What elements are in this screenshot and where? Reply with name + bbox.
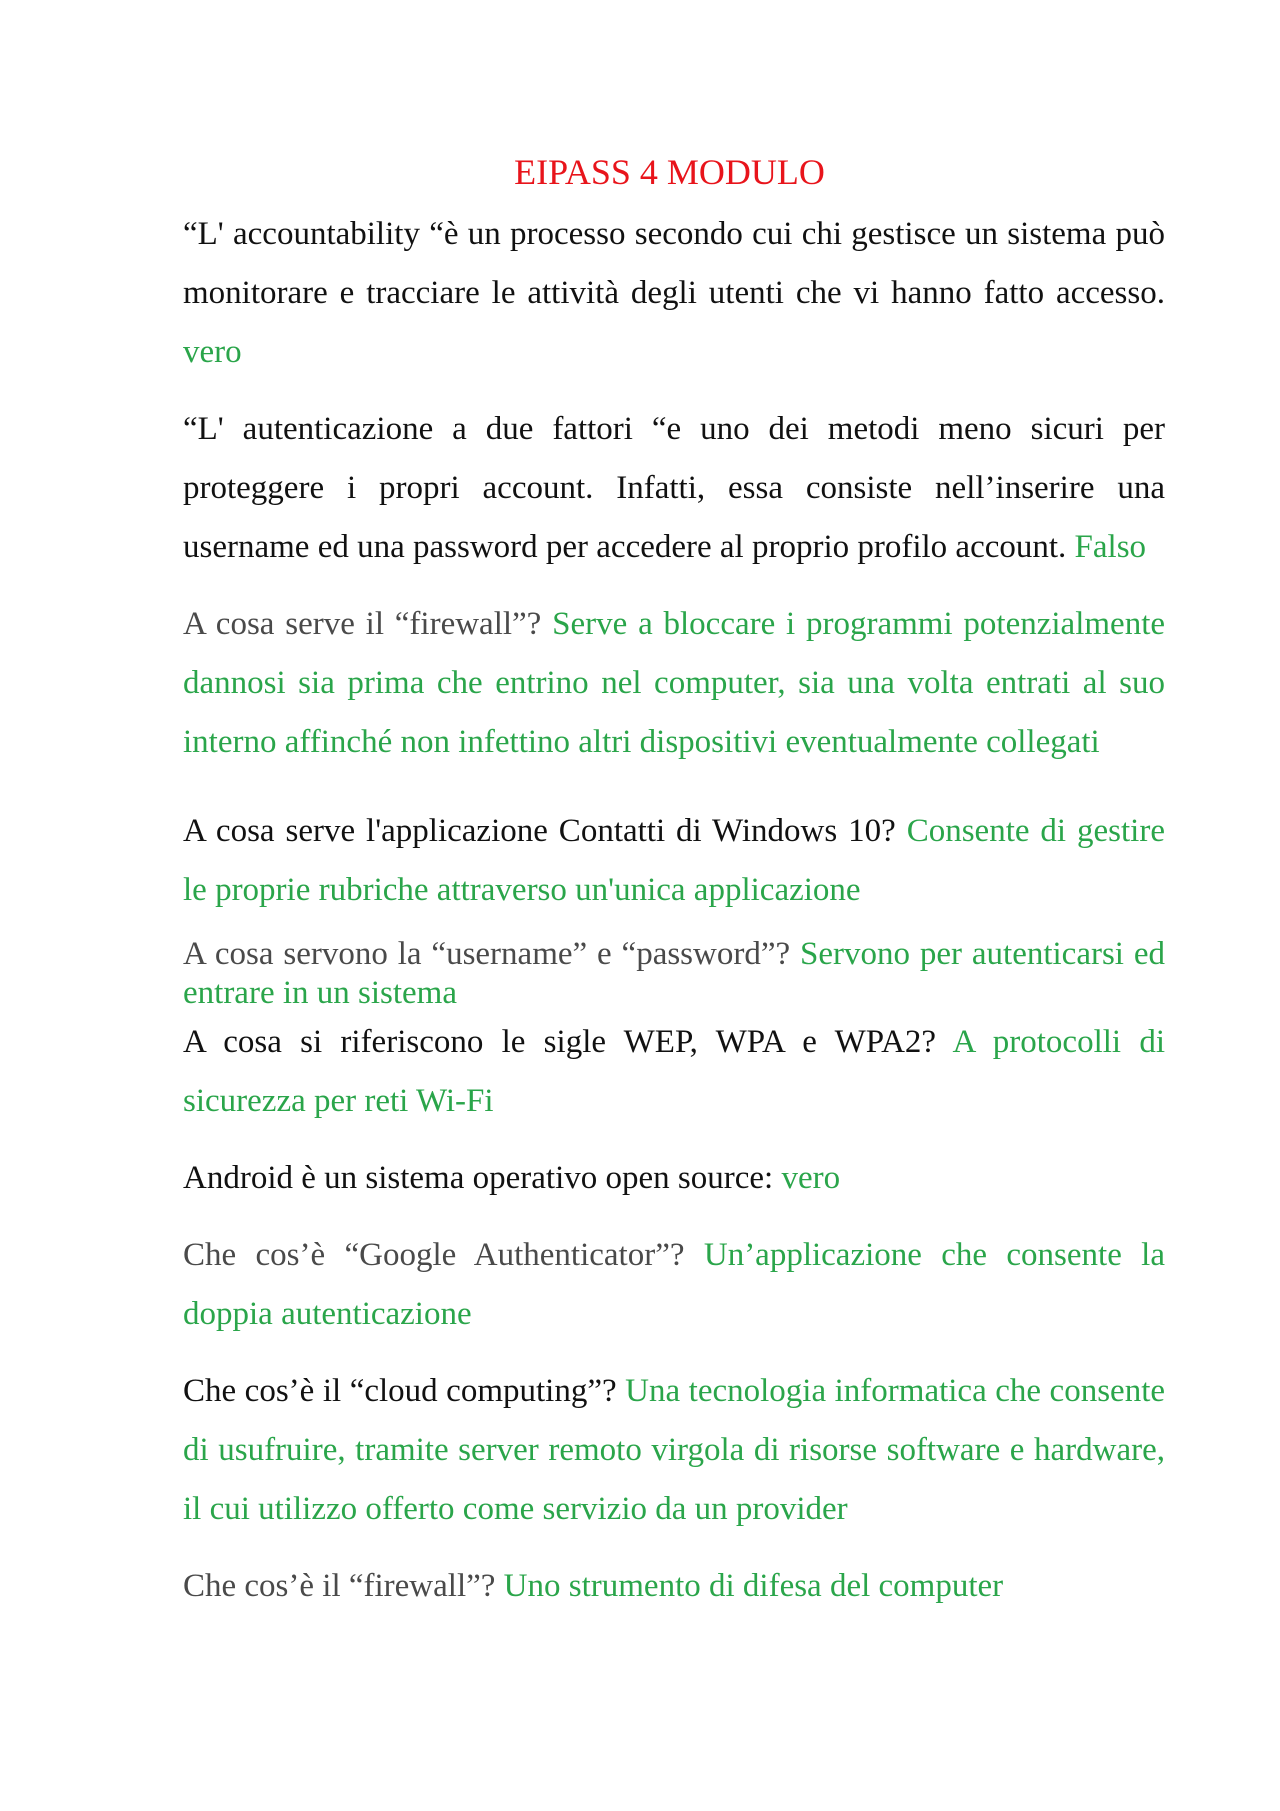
qa-item (183, 802, 1165, 920)
answer-text: Falso (1074, 529, 1147, 565)
question-text: Che cos’è il “firewall”? (183, 1568, 496, 1604)
question-text: A cosa serve l'applicazione Contatti di Windows 10? (183, 813, 896, 849)
qa-item (183, 1013, 1165, 1131)
answer-text: vero (781, 1160, 841, 1196)
answer-text: Servono per autenticarsi ed entrare in un sistema (183, 936, 1165, 1011)
document-title: EIPASS 4 MODULO (514, 152, 825, 192)
answer-text: Uno strumento di difesa del computer (503, 1568, 1004, 1604)
qa-item (183, 1557, 1165, 1616)
qa-item (183, 400, 1165, 577)
answer-text: Serve a bloccare i programmi potenzialmente dannosi sia prima che entrino nel computer, sia una volta entrati al suo interno affinché non infettino altri dispositivi eventualmente collegati (183, 606, 1166, 760)
qa-item (183, 595, 1165, 772)
question-text: A cosa servono la “username” e “password”? (183, 936, 791, 972)
question-text: Che cos’è “Google Authenticator”? (183, 1237, 685, 1273)
answer-text: Consente di gestire le proprie rubriche attraverso un'unica applicazione (183, 813, 1165, 908)
question-text: Che cos’è il “cloud computing”? (183, 1373, 617, 1409)
qa-item (183, 1226, 1165, 1344)
question-text: A cosa si riferiscono le sigle WEP, WPA e WPA2? (183, 1024, 937, 1060)
qa-item (183, 205, 1165, 382)
qa-item (183, 1362, 1165, 1539)
question-text: A cosa serve il “firewall”? (183, 606, 542, 642)
qa-item (183, 935, 1165, 1013)
question-text: “L' autenticazione a due fattori “e uno dei metodi meno sicuri per proteggere i propri account. Infatti, essa consiste nell’inserire una username ed una password per accedere al proprio profilo account. (183, 411, 1165, 565)
answer-text: Un’applicazione che consente la doppia autenticazione (183, 1237, 1165, 1332)
question-text: “L' accountability “è un processo secondo cui chi gestisce un sistema può monitorare e tracciare le attività degli utenti che vi hanno fatto accesso. (183, 216, 1165, 311)
qa-list (183, 205, 1165, 1616)
answer-text: Una tecnologia informatica che consente di usufruire, tramite server remoto virgola di risorse software e hardware, il cui utilizzo offerto come servizio da un provider (183, 1373, 1166, 1527)
answer-text: A protocolli di sicurezza per reti Wi-Fi (183, 1024, 1165, 1119)
answer-text: vero (183, 334, 242, 370)
qa-item (183, 1149, 1165, 1208)
question-text: Android è un sistema operativo open source: (183, 1160, 774, 1196)
